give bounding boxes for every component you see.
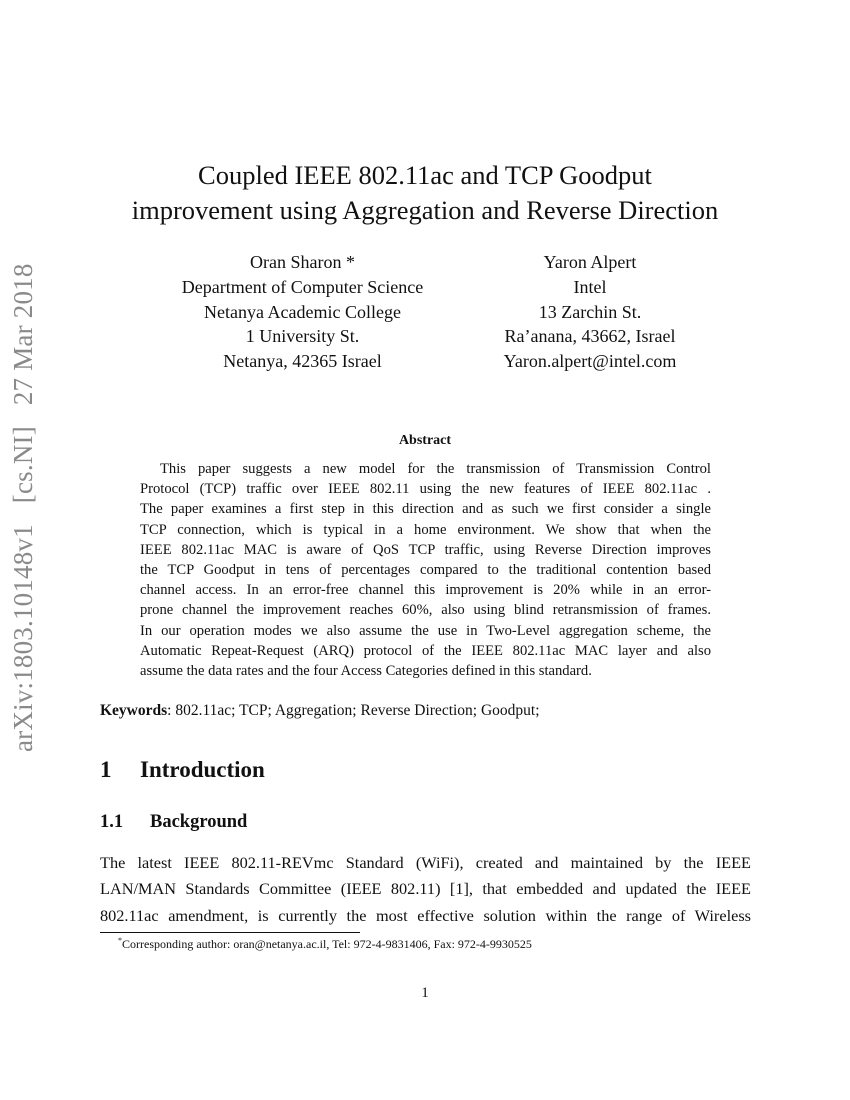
footnote-text: Corresponding author: oran@netanya.ac.il, Tel: 972-4-9831406, Fax: 972-4-9930525 (122, 937, 532, 951)
author-address-line: Netanya, 42365 Israel (223, 351, 382, 372)
author-name: Yaron Alpert (543, 252, 637, 272)
title-line-2: improvement using Aggregation and Reverse Direction (131, 195, 719, 225)
arxiv-date: 27 Mar 2018 (8, 263, 38, 406)
keywords (100, 702, 750, 720)
abstract-line: In our operation modes we also assume the use in Two-Level aggregation scheme, the (140, 622, 711, 639)
body-line: LAN/MAN Standards Committee (IEEE 802.11) [1], that embedded and updated the IEEE (100, 879, 751, 899)
abstract-line: IEEE 802.11ac MAC is aware of QoS TCP traffic, using Reverse Direction improves (140, 541, 711, 558)
arxiv-identifier-stamp (8, 252, 39, 752)
author-name: Oran Sharon * (250, 252, 355, 272)
footnote-divider (100, 932, 360, 933)
abstract-line: assume the data rates and the four Access Categories defined in this standard. (140, 662, 592, 679)
author-address-line: 1 University St. (245, 326, 360, 347)
section-heading (100, 757, 265, 783)
author-affiliation-line: Department of Computer Science (181, 276, 424, 297)
abstract-line: This paper suggests a new model for the transmission of Transmission Control (160, 461, 711, 477)
subsection-title: Background (150, 812, 248, 832)
abstract-heading: Abstract (398, 433, 452, 448)
arxiv-id: arXiv:1803.10148v1 (8, 524, 38, 752)
abstract-line: TCP connection, which is typical in a home environment. We show that when the (140, 521, 711, 538)
abstract-line: prone channel the improvement reaches 60%, also using blind retransmission of frames. (140, 602, 711, 619)
abstract-line: channel access. In an error-free channel this improvement is 20% while in an error- (140, 582, 711, 599)
abstract-body (140, 459, 711, 681)
author-address-line: Ra’anana, 43662, Israel (504, 326, 676, 347)
title-line-1: Coupled IEEE 802.11ac and TCP Goodput (198, 160, 652, 190)
abstract-line: the TCP Goodput in tens of percentages compared to the traditional contention based (140, 561, 711, 578)
author-email: Yaron.alpert@intel.com (503, 351, 677, 372)
subsection-heading (100, 812, 247, 833)
section-number: 1 (100, 757, 112, 782)
paper-title (0, 158, 850, 228)
author-affiliation-line: Netanya Academic College (204, 301, 401, 322)
keywords-value: : 802.11ac; TCP; Aggregation; Reverse Direction; Goodput; (167, 702, 540, 719)
page-number: 1 (421, 985, 429, 1001)
body-line: The latest IEEE 802.11-REVmc Standard (WiFi), created and maintained by the IEEE (100, 853, 751, 872)
body-line: 802.11ac amendment, is currently the most effective solution within the range of Wireless (100, 905, 751, 925)
author-2 (480, 250, 700, 374)
footnote (118, 936, 532, 952)
author-1 (150, 250, 455, 374)
keywords-label: Keywords (100, 702, 168, 719)
subsection-number: 1.1 (100, 812, 124, 832)
abstract-line: The paper examines a first step in this direction and as such we first consider a single (140, 501, 711, 518)
footnote-marker: * (118, 936, 122, 945)
author-address-line: 13 Zarchin St. (538, 301, 642, 322)
author-affiliation-line: Intel (573, 276, 607, 297)
body-paragraph (100, 850, 751, 929)
abstract-line: Protocol (TCP) traffic over IEEE 802.11 using the new features of IEEE 802.11ac . (140, 481, 711, 498)
arxiv-category: [cs.NI] (8, 426, 38, 504)
abstract-line: Automatic Repeat-Request (ARQ) protocol of the IEEE 802.11ac MAC layer and also (140, 642, 711, 659)
section-title: Introduction (140, 757, 265, 782)
